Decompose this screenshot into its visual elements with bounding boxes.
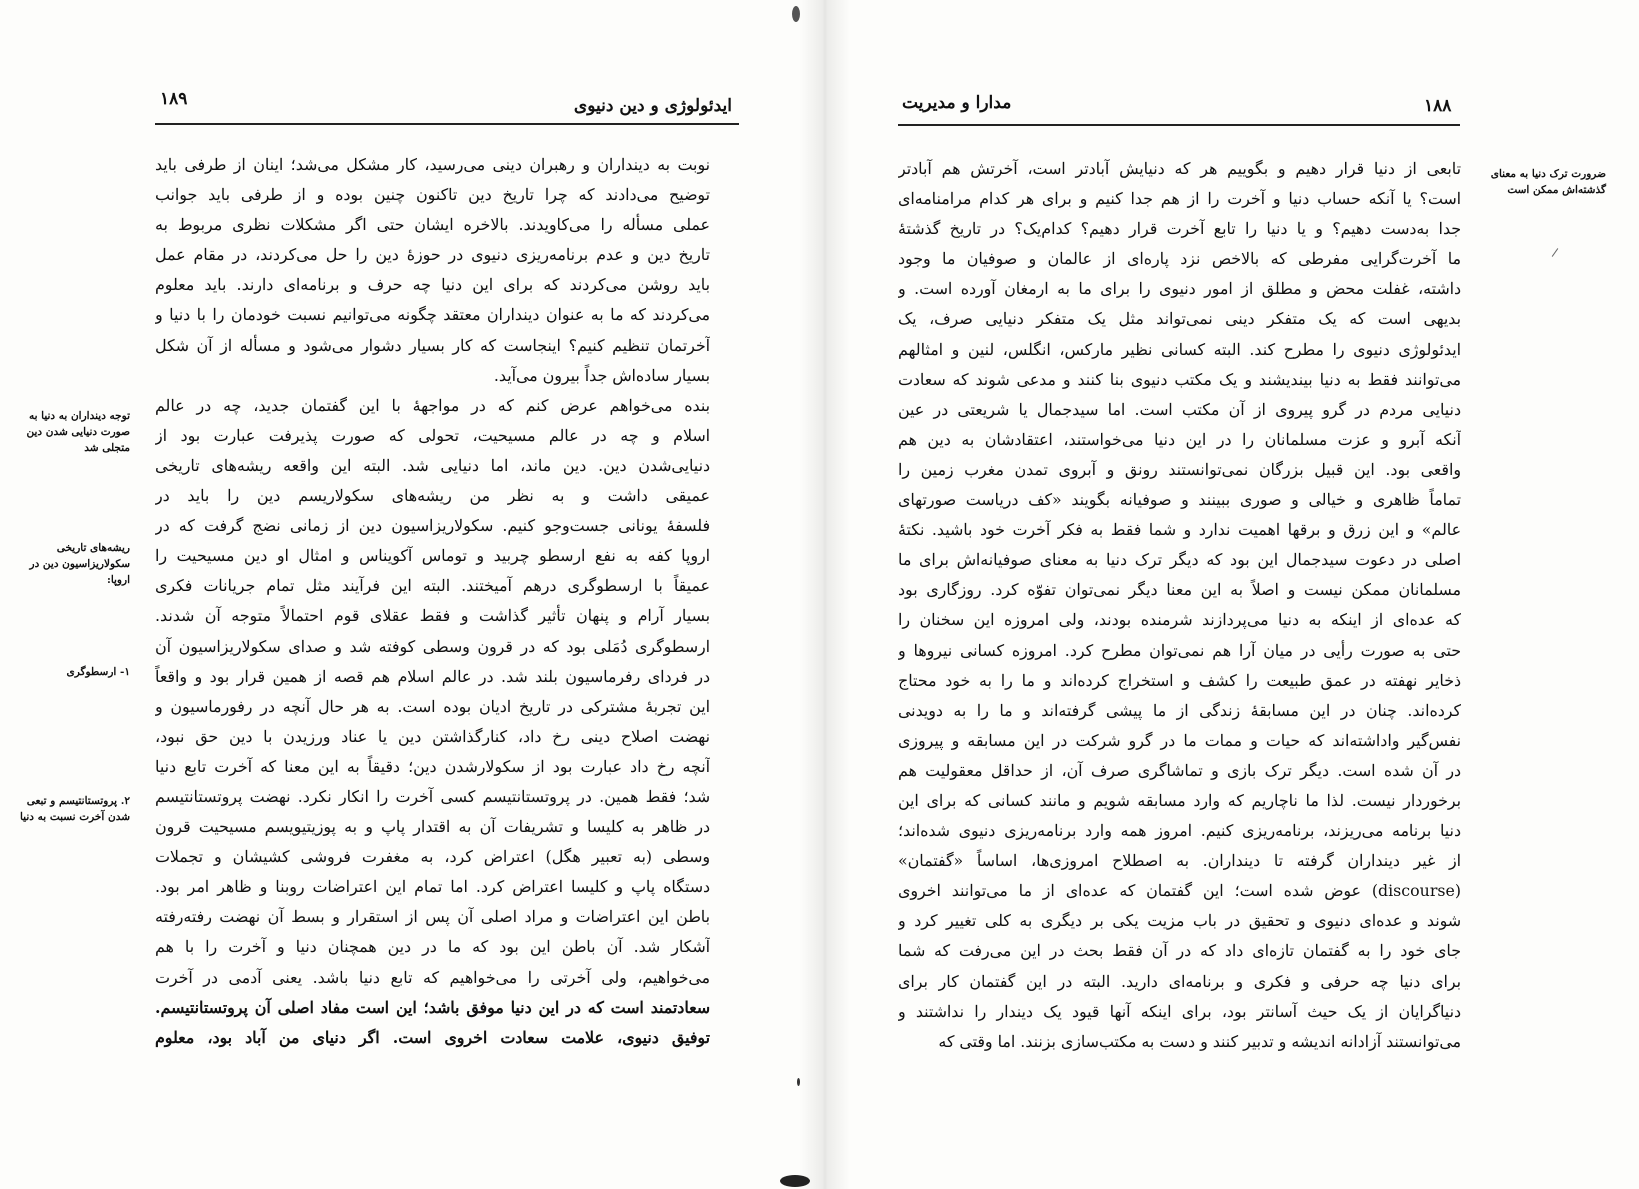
text-line: تاریخ دین و عدم برنامه‌ریزی دنیوی در حوزهٔ دین را حل می‌کردند، در مقام عمل: [155, 245, 710, 265]
text-line: تابعی از دنیا قرار دهیم و بگوییم هر که دنیایش آبادتر است، آخرتش هم آبادتر: [898, 159, 1461, 178]
text-line: عمیقاً با ارسطوگری درهم آمیختند. البته این فرآیند مثل تمام جریانات فکری: [155, 576, 710, 596]
left-page-body: [155, 150, 710, 1053]
text-line: آنکه آبرو و عزت مسلمانان را در این دنیا می‌خواستند، اعتقادشان به دین هم: [898, 429, 1461, 449]
text-line: کرده‌اند. چنان در این مسابقهٔ زندگی از ما پیشی گرفته‌اند و ما را به دویدنی: [898, 700, 1461, 720]
text-line: نهضت اصلاح دینی رخ داد، کنارگذاشتن دین یا عناد ورزیدن با دین حق نبود،: [155, 726, 710, 746]
text-line: نوبت به دینداران و رهبران دینی می‌رسید، کار مشکل می‌شد؛ اینان از طرفی باید: [155, 155, 710, 174]
text-line: برخوردار نیست. لذا ما ناچاریم که وارد مسابقه شویم و مانند کسانی که برای این: [898, 790, 1461, 810]
text-line: آنچه رخ داد عبارت بود از سکولارشدن دین؛ دقیقاً به این معنا که آخرت تابع دنیا: [155, 756, 710, 776]
text-line: این تجربهٔ مشترکی در تاریخ ادیان بوده است. به هر حال آنچه در رفورماسیون و: [155, 696, 710, 716]
text-line: جدا به‌دست دهیم؟ و یا دنیا را تابع آخرت قرار دهیم؟ کدام‌یک؟ در تاریخ گذشتهٔ: [898, 219, 1461, 239]
scan-speck: [780, 1175, 810, 1187]
text-line: (discourse) عوض شده است؛ این گفتمان که عده‌ای از ما می‌توانند اخروی: [898, 881, 1461, 901]
text-line: واقعی بود. این قبیل بزرگان نمی‌توانستند رونق و آبروی تمدن مغرب زمین را: [898, 459, 1461, 479]
text-line: بنده می‌خواهم عرض کنم که در مواجههٔ با این گفتمان جدید، چه در عالم: [155, 395, 710, 415]
text-line: ایدئولوژی دنیوی را مطرح کند. البته کسانی نظیر مارکس، انگلس، لنین و امثالهم: [898, 339, 1461, 359]
text-line: شوند و عده‌ای دنیوی و تحقیق در باب مزیت یکی بر دیگری به کلی تغییر کرد و: [898, 911, 1461, 931]
text-line: آخرتمان تنظیم کنیم؟ اینجاست که کار بسیار دشوار می‌شود و مسأله از آن شکل: [155, 335, 710, 355]
text-line: می‌توانند فقط به دنیا بیندیشند و یک مکتب دنیوی بنا کنند و مدعی شوند که سعادت: [898, 369, 1461, 389]
text-line: می‌خواهیم، ولی آخرتی را می‌خواهیم که تابع دنیا باشد. یعنی آدمی در آخرت: [155, 967, 710, 987]
left-header-rule: [155, 123, 739, 125]
right-running-title: مدارا و مدیریت: [902, 93, 1012, 113]
text-line: وسطی (به تعبیر هگل) اعتراض کرد، به مغفرت فروشی کشیشان و تجملات: [155, 847, 710, 867]
scan-speck: [792, 6, 800, 22]
left-margin-note: توجه دینداران به دنیا به صورت دنیایی شدن دین متجلی شد: [26, 410, 130, 454]
left-margin-note: ۲. پروتستانتیسم و تبعی شدن آخرت نسبت به دنیا: [19, 795, 130, 823]
left-page-number: ۱۸۹: [160, 89, 188, 109]
left-margin-note: ۱- ارسطوگری: [66, 666, 130, 678]
text-line: ذخایر نهفته در عمق طبیعت را کشف و استخراج کرده‌اند و ما را به خود محتاج: [898, 670, 1461, 690]
text-line: آشکار شد. آن باطن این بود که ما در دین همچنان دنیا و آخرت را با هم: [155, 937, 710, 957]
text-line: باید روشن می‌کردند که برای این دنیا چه حرف و برنامه‌ای دارند. باید معلوم: [155, 275, 710, 295]
text-line: بدیهی است که یک متفکر دینی نمی‌تواند مثل یک متفکر دنیایی صرف، یک: [898, 309, 1461, 329]
text-line: داشته، غفلت محض و مطلق از امور دنیوی را برای ما به ارمغان آورده است. و: [898, 279, 1461, 299]
text-line: توضیح می‌دادند که چرا تاریخ دین تاکنون چنین بوده و از طرفی باید جوانب: [155, 185, 710, 205]
text-line: جای خود را به گفتمان تازه‌ای داد که در آن فقط بحث در این می‌رفت که شما: [898, 941, 1461, 961]
text-line: در ظاهر به کلیسا و تشریفات آن به اقتدار پاپ و به پوزیتیویسم مسیحیت قرون: [155, 817, 710, 837]
text-line: می‌توانستند آزادانه اندیشه و تدبیر کنند و دست به مکتب‌سازی بزنند. اما وقتی که: [938, 1031, 1461, 1051]
left-page: [0, 0, 800, 1189]
text-line: شد؛ فقط همین. در پروتستانتیسم کسی آخرت را انکار نکرد. نهضت پروتستانتیسم: [155, 786, 710, 806]
text-line: عملی مسأله را می‌کاویدند. بالاخره ایشان حتی اگر مشکلات نظری مربوط به: [155, 215, 710, 235]
text-line: اصلی در دعوت سیدجمال این بود که دیگر ترک دنیا به معنای صوفیانه‌اش برای ما: [898, 550, 1461, 570]
pencil-mark: [1552, 248, 1559, 257]
book-gutter: [800, 0, 850, 1189]
text-line: ارسطوگری دُمَلی بود که در قرون وسطی کوفته شد و صدای سکولاریزاسیون آن: [155, 636, 710, 656]
right-page-number: ۱۸۸: [1424, 96, 1452, 116]
text-line: نفس‌گیر واداشته‌اند که حیات و ممات ما در گرو شرکت در این مسابقه و پیروزی: [898, 730, 1461, 750]
text-line: است؟ یا آنکه حساب دنیا و آخرت را از هم جدا کنیم و برای هر کدام مرامنامه‌ای: [898, 189, 1461, 209]
text-line: باطن این اعتراضات و مراد اصلی آن پس از استقرار و بسط آن نهضت رفته‌رفته: [155, 907, 710, 927]
text-line: دنیایی مردم در گرو پیروی از آن مکتب است. اما سیدجمال یا شریعتی در عین: [898, 399, 1461, 419]
right-header-rule: [898, 124, 1460, 126]
text-line: ما آخرت‌گرایی مفرطی که بالاخص نزد پاره‌ای از عالمان و صوفیان ما وجود: [898, 249, 1461, 269]
text-line: می‌کردند که ما به عنوان دینداران معتقد چگونه می‌توانیم نسبت خودمان را با دنیا و: [155, 305, 710, 325]
scan-speck: [797, 1078, 800, 1086]
text-line: که عده‌ای از اینکه به دنیا می‌پردازند شرمنده بودند، ولی امروزه این سخنان را: [898, 610, 1461, 630]
text-line: اسلام و چه در عالم مسیحیت، تحولی که صورت پذیرفت عبارت بود از: [155, 425, 710, 445]
right-page: [850, 0, 1639, 1189]
text-line: اروپا کفه به نفع ارسطو چربید و توماس آکویناس و امثال او دین مسیحیت را: [155, 546, 710, 566]
text-line: تماماً ظاهری و خیالی و صوری ببینند و صوفیانه بگویند «کف دریاست صورتهای: [898, 490, 1461, 510]
text-line: در آن شده است. دیگر ترک بازی و تماشاگری صرف آن، از حداقل معقولیت هم: [898, 760, 1461, 780]
text-line: دنیایی‌شدن دین. دین ماند، اما دنیایی شد. البته این واقعه ریشه‌های تاریخی: [155, 455, 710, 475]
text-line: از غیر دینداران گرفته تا دینداران. به اصطلاح امروزی‌ها، اساساً «گفتمان»: [898, 851, 1461, 871]
right-margin-note: ضرورت ترک دنیا به معنای گذشته‌اش ممکن است: [1490, 168, 1606, 196]
left-margin-note: ریشه‌های تاریخی سکولاریزاسیون دین در اروپا:: [29, 542, 130, 586]
text-line: حتی به صورت رأیی در میان آرا هم نمی‌توان مطرح کرد. امروزه کسانی نیروها و: [898, 640, 1461, 660]
text-line: دستگاه پاپ و کلیسا اعتراض کرد. اما تمام این اعتراضات روبنا و ظاهر امر بود.: [155, 877, 710, 897]
text-line: برای دنیا چه حرفی و فکری و برنامه‌ای دارید. البته در این گفتمان کار برای: [898, 971, 1461, 991]
text-line: بسیار آرام و پنهان تأثیر گذاشت و فقط عقلای قوم احتمالاً متوجه آن شدند.: [155, 606, 710, 626]
text-line: دنیاگرایان از یک حیث آسانتر بود، برای اینکه آنها قیود یک دیندار را نداشتند و: [898, 1001, 1461, 1021]
text-line: عمیقی داشت و به نظر من ریشه‌های سکولاریسم دین را باید در: [155, 486, 710, 506]
right-page-body: [898, 154, 1461, 1057]
left-running-title: ایدئولوژی و دین دنیوی: [573, 96, 732, 116]
text-line: عالم» و این زرق و برقها اهمیت ندارد و شما فقط به فکر آخرت خود باشید. نکتهٔ: [898, 520, 1461, 540]
text-line: در فردای رفرماسیون بلند شد. در عالم اسلام هم قصه از همین قرار بود و واقعاً: [155, 666, 710, 686]
text-line: سعادتمند است که در این دنیا موفق باشد؛ این است مفاد اصلی آن پروتستانتیسم.: [155, 997, 710, 1017]
text-line: دنیا برنامه می‌ریزند، برنامه‌ریزی کنیم. امروز همه وارد برنامه‌ریزی دنیوی شده‌اند؛: [898, 821, 1461, 841]
text-line: فلسفهٔ یونانی جست‌وجو کنیم. سکولاریزاسیون دین از زمانی نضج گرفت که در: [155, 516, 710, 536]
text-line: توفیق دنیوی، علامت سعادت اخروی است. اگر دنیای من آباد بود، معلوم: [155, 1027, 710, 1047]
text-line: بسیار ساده‌اش جداً بیرون می‌آید.: [493, 365, 710, 385]
text-line: مسلمانان ممکن نیست و اصلاً به این معنا دیگر نمی‌توان تفوّه کرد. روزگاری بود: [898, 580, 1461, 600]
